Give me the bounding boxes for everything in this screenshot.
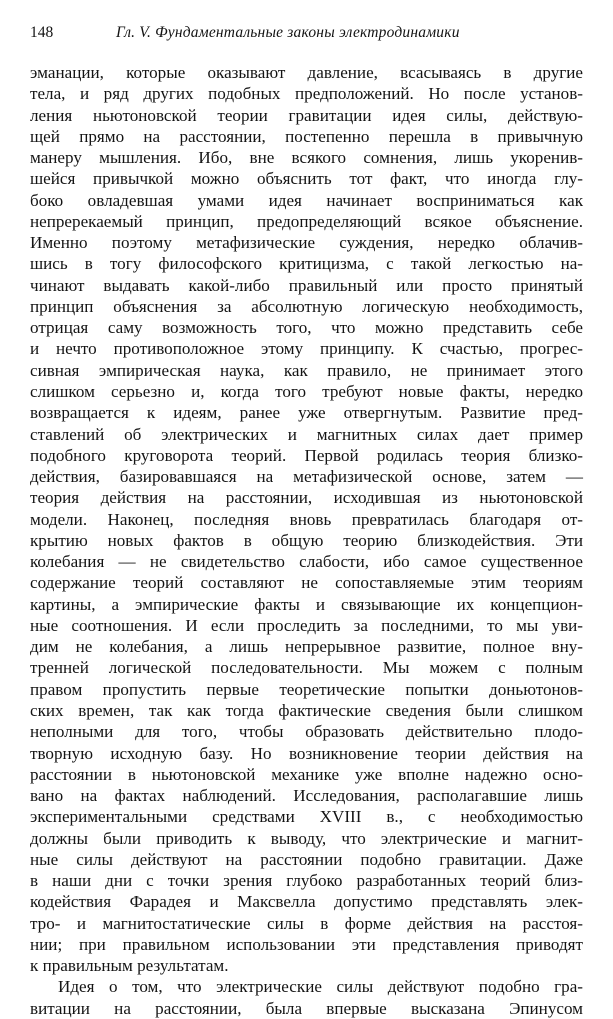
text-line: чинают выдавать какой-либо правильный или просто принятый (30, 275, 583, 295)
text-line: должны были приводить к выводу, что электрические и магнит- (30, 828, 583, 848)
text-line: тро- и магнитостатические силы в форме действия на расстоя- (30, 913, 583, 933)
text-line: картины, а эмпирические факты и связывающие их концепцион- (30, 594, 583, 614)
text-line: щей прямо на расстоянии, постепенно перешла в привычную (30, 126, 583, 146)
text-line: тренней логической последовательности. Мы можем с полным (30, 658, 583, 678)
text-line: вано на фактах наблюдений. Исследования, располагавшие лишь (30, 786, 583, 806)
text-line: непререкаемый принцип, предопределяющий всякое объяснение. (30, 211, 583, 231)
text-line: Именно поэтому метафизические суждения, нередко облачив- (30, 233, 583, 253)
text-line: в наши дни с точки зрения глубоко разработанных теорий близ- (30, 871, 583, 891)
text-line: дим не колебания, а лишь непрерывное развитие, полное вну- (30, 637, 583, 657)
text-line: содержание теорий составляют не сопоставляемые этим теориям (30, 573, 583, 593)
text-line: Идея о том, что электрические силы действуют подобно гра- (58, 977, 583, 997)
chapter-title: Гл. V. Фундаментальные законы электродинамики (116, 24, 460, 41)
text-line: эманации, которые оказывают давление, всасываясь в другие (30, 63, 583, 82)
text-line: ления ньютоновской теории гравитации идея силы, действую- (30, 105, 583, 125)
text-line: кодействия Фарадея и Максвелла допустимо представлять элек- (30, 892, 583, 912)
text-line: действия, базировавшаяся на метафизической основе, затем — (30, 467, 583, 487)
text-line: к правильным результатам. (30, 956, 229, 976)
text-line: ставлений об электрических и магнитных силах дает пример (30, 424, 583, 444)
text-line: нии; при правильном использовании эти представления приводят (30, 934, 583, 954)
page-number: 148 (30, 24, 54, 41)
text-line: боко овладевшая умами идея начинает восприниматься как (30, 190, 583, 210)
paragraph (30, 62, 583, 976)
text-line: модели. Наконец, последняя вновь превратилась благодаря от- (30, 509, 583, 529)
text-line: шейся привычкой можно объяснить тот факт, что иногда глу- (30, 169, 583, 189)
text-line: возвращается к идеям, ранее уже отвергнутым. Развитие пред- (30, 403, 583, 423)
text-line: творную исходную базу. Но возникновение теории действия на (30, 743, 583, 763)
text-line: подобного круговорота теорий. Первой родилась теория близко- (30, 445, 583, 465)
text-line: ских времен, так как тогда фактические сведения были слишком (30, 700, 583, 720)
text-line: неполными для того, чтобы образовать действительно плодо- (30, 722, 583, 742)
running-head (30, 20, 585, 46)
text-line: правом пропустить первые теоретические попытки доньютонов- (30, 679, 583, 699)
text-line: экспериментальными средствами XVIII в., с необходимостью (30, 807, 583, 827)
text-line: манеру мышления. Ибо, вне всякого сомнения, лишь укоренив- (30, 148, 583, 168)
text-line: сивная эмпирическая наука, как правило, не принимает этого (30, 360, 583, 380)
text-line: шись в тогу философского критицизма, с такой легкостью на- (30, 254, 583, 274)
text-line: ные соотношения. И если проследить за последними, то мы уви- (30, 615, 583, 635)
text-line: ные силы действуют на расстоянии подобно гравитации. Даже (30, 849, 583, 869)
text-line: крытию новых фактов в общую теорию близкодействия. Эти (30, 530, 583, 550)
body-text (30, 62, 583, 1019)
text-line: расстоянии в ньютоновской механике уже вполне надежно осно- (30, 764, 583, 784)
text-line: колебания — не свидетельство слабости, ибо самое существенное (30, 552, 583, 572)
paragraph (30, 976, 583, 1019)
text-line: принцип объяснения за абсолютную логическую необходимость, (30, 296, 583, 316)
text-line: отрицая саму возможность того, что можно представить себе (30, 318, 583, 338)
text-line: и нечто противоположное этому принципу. К счастью, прогрес- (30, 339, 583, 359)
text-line: тела, и ряд других подобных предположений. Но после установ- (30, 84, 583, 104)
text-line: слишком серьезно и, когда того требуют новые факты, нередко (30, 381, 583, 401)
text-line: теория действия на расстоянии, исходившая из ньютоновской (30, 488, 583, 508)
text-line: витации на расстоянии, была впервые высказана Эпинусом (30, 998, 583, 1018)
